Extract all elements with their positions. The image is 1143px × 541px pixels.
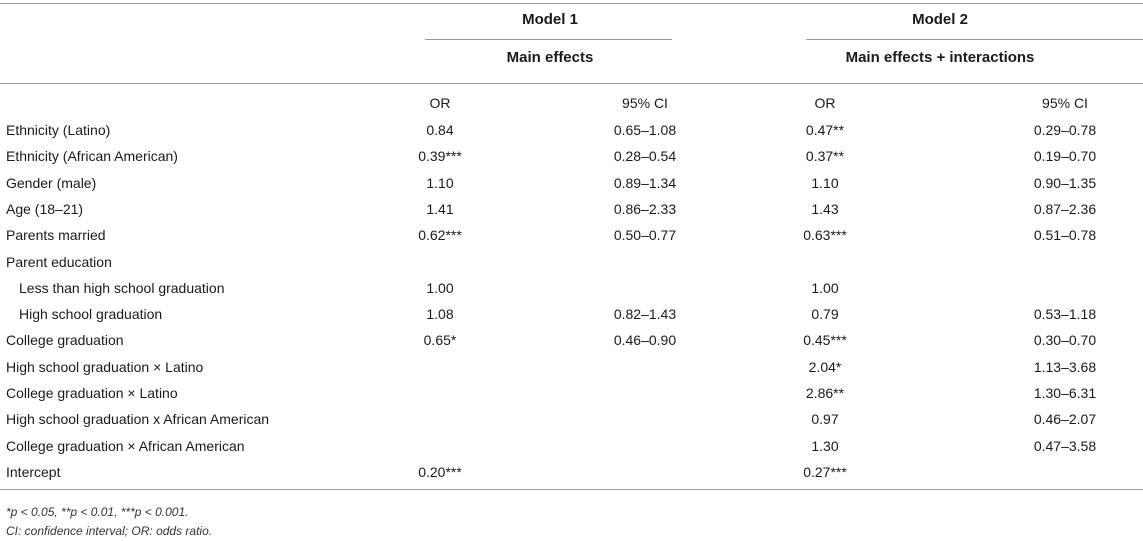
model2-underline: [806, 39, 1143, 40]
model1-or-cell: 1.41: [426, 200, 454, 217]
table-row: [0, 302, 1143, 328]
model2-subtitle: Main effects + interactions: [845, 49, 1035, 66]
model2-or-cell: 0.63***: [803, 227, 847, 244]
model1-or-cell: 0.84: [426, 122, 454, 138]
model1-ci-cell: 0.28–0.54: [613, 148, 677, 165]
row-label: Less than high school graduation: [19, 279, 225, 296]
model1-underline: [425, 39, 672, 40]
model2-ci-cell: 0.87–2.36: [1033, 200, 1097, 217]
model1-or-cell: 0.39***: [418, 148, 462, 165]
model2-ci-cell: 0.90–1.35: [1033, 174, 1097, 191]
model2-ci-cell: 0.30–0.70: [1033, 332, 1097, 349]
row-label: College graduation × Latino: [6, 385, 178, 401]
model2-or-cell: 1.43: [811, 200, 839, 217]
table-row: [0, 118, 1143, 144]
model2-ci-cell: 1.13–3.68: [1033, 358, 1097, 375]
table-row: [0, 223, 1143, 249]
model1-subtitle: Main effects: [506, 49, 594, 66]
table-row: [0, 434, 1143, 460]
row-label: High school graduation x African American: [6, 411, 270, 428]
model1-or-cell: 0.20***: [418, 463, 462, 480]
model1-ci-cell: 0.82–1.43: [613, 306, 677, 323]
model2-or-header: OR: [814, 95, 836, 111]
table-row: [0, 460, 1143, 486]
model2-ci-cell: 0.19–0.70: [1033, 148, 1097, 165]
model2-ci-cell: 0.29–0.78: [1033, 122, 1097, 138]
model2-or-cell: 2.04*: [808, 358, 842, 375]
table-row: [0, 328, 1143, 354]
abbreviation-footnote: CI: confidence interval; OR: odds ratio.: [6, 524, 213, 538]
row-label: Ethnicity (Latino): [6, 122, 111, 138]
model2-or-cell: 0.27***: [803, 463, 847, 480]
row-label: Parents married: [6, 227, 106, 244]
row-label: Parent education: [6, 253, 112, 270]
model1-ci-cell: 0.65–1.08: [613, 122, 677, 138]
model1-or-cell: 1.08: [426, 306, 454, 323]
model1-ci-cell: 0.50–0.77: [613, 227, 677, 244]
model2-or-cell: 0.45***: [803, 332, 847, 349]
model2-ci-header: 95% CI: [1042, 95, 1088, 111]
row-label: High school graduation: [19, 306, 163, 323]
model2-ci-cell: 1.30–6.31: [1033, 385, 1097, 401]
model1-or-cell: 1.10: [426, 174, 454, 191]
row-label: Ethnicity (African American): [6, 148, 178, 165]
table-row: [0, 250, 1143, 276]
row-label: College graduation: [6, 332, 124, 349]
table-row: [0, 355, 1143, 381]
table-row: [0, 171, 1143, 197]
row-label: Intercept: [6, 463, 61, 480]
model1-title: Model 1: [522, 11, 578, 28]
table-row: [0, 197, 1143, 223]
model2-or-cell: 0.47**: [805, 122, 845, 138]
model2-or-cell: 1.30: [811, 437, 839, 454]
significance-footnote: *p < 0.05, **p < 0.01, ***p < 0.001.: [6, 505, 189, 519]
model1-ci-cell: 0.46–0.90: [613, 332, 677, 349]
model2-ci-cell: 0.51–0.78: [1033, 227, 1097, 244]
table-row: [0, 407, 1143, 433]
model1-ci-cell: 0.89–1.34: [613, 174, 677, 191]
row-label: College graduation × African American: [6, 437, 245, 454]
model2-ci-cell: 0.53–1.18: [1033, 306, 1097, 323]
model2-or-cell: 1.00: [811, 279, 839, 296]
header-rule: [0, 83, 1143, 84]
row-label: Gender (male): [6, 174, 97, 191]
row-label: High school graduation × Latino: [6, 358, 204, 375]
model1-ci-cell: 0.86–2.33: [613, 200, 677, 217]
model2-or-cell: 0.97: [811, 411, 839, 428]
model1-ci-header: 95% CI: [622, 95, 668, 111]
model1-or-cell: 0.65*: [423, 332, 457, 349]
table-row: [0, 381, 1143, 407]
table-row: [0, 144, 1143, 170]
row-label: Age (18–21): [6, 200, 84, 217]
model2-or-cell: 2.86**: [805, 385, 845, 401]
bottom-rule: [0, 489, 1143, 490]
top-rule: [0, 3, 1143, 4]
model1-or-cell: 1.00: [426, 279, 454, 296]
model2-ci-cell: 0.47–3.58: [1033, 437, 1097, 454]
model2-or-cell: 0.37**: [805, 148, 845, 165]
model1-or-cell: 0.62***: [418, 227, 462, 244]
model2-or-cell: 0.79: [811, 306, 839, 323]
model2-title: Model 2: [912, 11, 968, 28]
model1-or-header: OR: [429, 95, 451, 111]
table-row: [0, 276, 1143, 302]
model2-ci-cell: 0.46–2.07: [1033, 411, 1097, 428]
model2-or-cell: 1.10: [811, 174, 839, 191]
